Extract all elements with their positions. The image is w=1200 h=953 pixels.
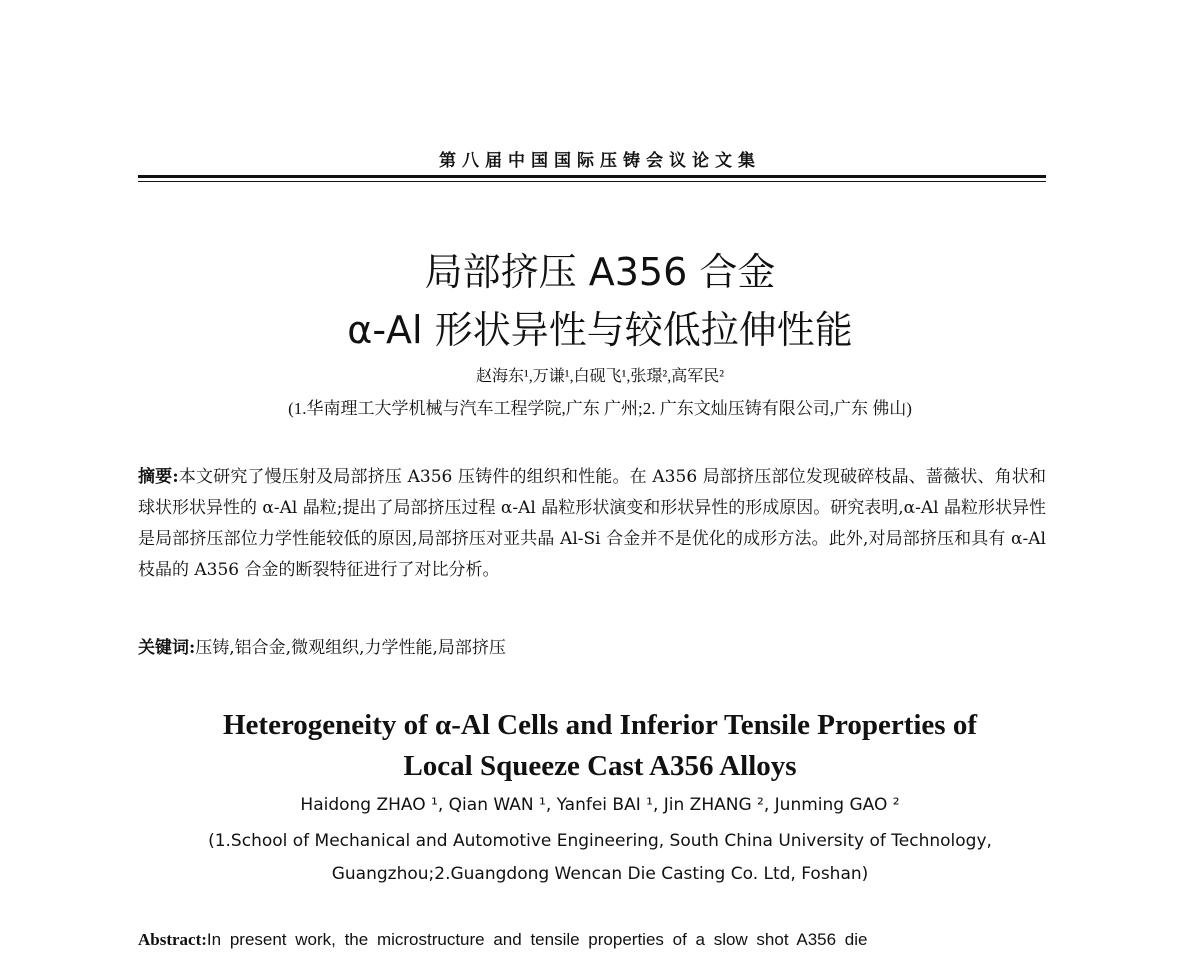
abstract-en-label: Abstract: (138, 930, 207, 949)
header-rule-thin (138, 181, 1046, 182)
keywords-cn-label: 关键词: (138, 638, 196, 658)
header-rule-thick (138, 175, 1046, 178)
authors-cn: 赵海东¹,万谦¹,白砚飞¹,张璟²,高军民² (476, 368, 724, 385)
affiliation-en-line1: (1.School of Mechanical and Automotive Engineering, South China University of Technology, (208, 831, 992, 851)
affiliation-en-line2: Guangzhou;2.Guangdong Wencan Die Casting Co. Ltd, Foshan) (331, 864, 869, 884)
title-en-line2: Local Squeeze Cast A356 Alloys (403, 750, 797, 782)
keywords-cn-text: 压铸,铝合金,微观组织,力学性能,局部挤压 (195, 638, 506, 658)
abstract-en (138, 927, 1046, 953)
affiliation-cn: (1.华南理工大学机械与汽车工程学院,广东 广州;2. 广东文灿压铸有限公司,广东 佛山) (288, 399, 912, 418)
authors-en: Haidong ZHAO ¹, Qian WAN ¹, Yanfei BAI ¹, Jin ZHANG ², Junming GAO ² (300, 795, 900, 815)
running-header: 第八届中国国际压铸会议论文集 (439, 151, 761, 171)
abstract-cn-label: 摘要: (138, 467, 179, 487)
title-en-line1: Heterogeneity of α-Al Cells and Inferior Tensile Properties of (223, 709, 977, 741)
title-cn-line2: α-Al 形状异性与较低拉伸性能 (347, 308, 853, 352)
keywords-cn (138, 633, 1046, 664)
abstract-cn (138, 462, 1046, 586)
abstract-cn-text: 本文研究了慢压射及局部挤压 A356 压铸件的组织和性能。在 A356 局部挤压部位发现破碎枝晶、蔷薇状、角状和球状形状异性的 α-Al 晶粒;提出了局部挤压过程 α-Al 晶粒形状演变和形状异性的形成原因。研究表明,α-Al 晶粒形状异性是局部挤压部位力学性能较低的原因,局部挤压对亚共晶 Al-Si 合金并不是优化的成形方法。此外,对局部挤压和具有 α-Al 枝晶的 A356 合金的断裂特征进行了对比分析。 (138, 467, 1046, 580)
title-cn-line1: 局部挤压 A356 合金 (424, 250, 776, 294)
abstract-en-text: In present work, the microstructure and tensile properties of a slow shot A356 die (206, 930, 868, 949)
